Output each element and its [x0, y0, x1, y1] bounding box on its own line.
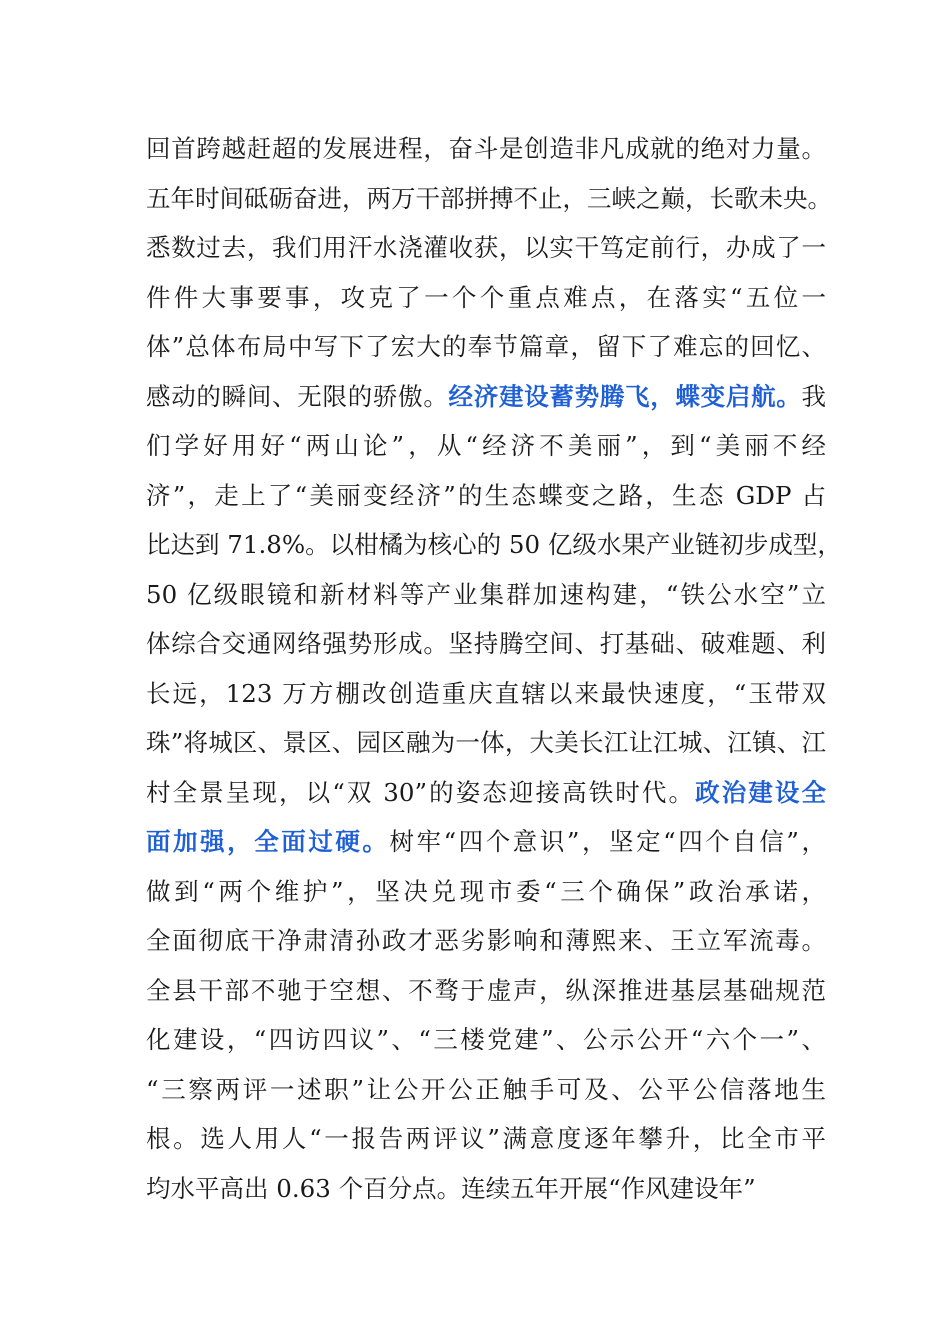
body-text: 村全景呈现，以“双 30”的姿态迎接高铁时代。: [146, 777, 696, 807]
text-line: [146, 223, 826, 273]
text-line: [146, 1164, 826, 1214]
text-line: [146, 966, 826, 1016]
body-text: 五年时间砥砺奋进，两万干部拼搏不止，三峡之巅，长歌未央。: [146, 183, 832, 213]
body-text: 化建设，“四访四议”、“三楼党建”、公示公开“六个一”、: [146, 1025, 826, 1054]
text-line: [146, 718, 826, 768]
text-line: [146, 1065, 826, 1115]
body-text: 们学好用好“两山论”，从“经济不美丽”，到“美丽不经: [146, 431, 826, 460]
text-line: [146, 768, 826, 818]
body-text: 珠”将城区、景区、园区融为一体，大美长江让江城、江镇、江: [146, 728, 826, 757]
body-text: 树牢“四个意识”，坚定“四个自信”，: [389, 827, 826, 856]
text-line: [146, 174, 832, 224]
body-text: 50 亿级眼镜和新材料等产业集群加速构建，“铁公水空”立: [146, 579, 826, 609]
text-line: [146, 916, 826, 966]
highlighted-heading-text: 经济建设蓄势腾飞，蝶变启航。: [448, 381, 802, 411]
body-text: 体”总体布局中写下了宏大的奉节篇章，留下了难忘的回忆、: [146, 332, 826, 361]
text-line: [146, 520, 842, 570]
highlighted-heading-text: 政治建设全: [695, 777, 827, 807]
text-line: [146, 619, 826, 669]
body-text: 比达到 71.8%。以柑橘为核心的 50 亿级水果产业链初步成型，: [146, 530, 842, 559]
text-line: [146, 867, 826, 917]
body-text: 体综合交通网络强势形成。坚持腾空间、打基础、破难题、利: [146, 629, 826, 658]
body-text: 全面彻底干净肃清孙政才恶劣影响和薄熙来、王立军流毒。: [146, 926, 826, 955]
text-line: [146, 1015, 826, 1065]
body-text: 做到“两个维护”，坚决兑现市委“三个确保”政治承诺，: [146, 876, 826, 906]
body-text: 根。选人用人“一报告两评议”满意度逐年攀升，比全市平: [146, 1124, 826, 1153]
body-text: 均水平高出 0.63 个百分点。连续五年开展“作风建设年”: [146, 1173, 756, 1203]
body-text: 件件大事要事，攻克了一个个重点难点，在落实“五位一: [146, 282, 826, 312]
text-line: [146, 124, 826, 174]
body-text: 长远，123 万方棚改创造重庆直辖以来最快速度，“玉带双: [146, 678, 826, 708]
body-text: 悉数过去，我们用汗水浇灌收获，以实干笃定前行，办成了一: [146, 233, 826, 262]
text-line: [146, 322, 826, 372]
text-line: [146, 817, 826, 867]
highlighted-heading-text: 面加强，全面过硬。: [146, 827, 390, 856]
body-text: “三察两评一述职”让公开公正触手可及、公平公信落地生: [146, 1074, 826, 1104]
body-paragraph: [146, 124, 842, 1213]
text-line: [146, 273, 826, 323]
text-line: [146, 669, 826, 719]
text-line: [146, 471, 826, 521]
text-line: [146, 372, 826, 422]
body-text: 全县干部不驰于空想、不骛于虚声，纵深推进基层基础规范: [146, 975, 826, 1005]
body-text: 回首跨越赶超的发展进程，奋斗是创造非凡成就的绝对力量。: [146, 134, 826, 163]
body-text: 感动的瞬间、无限的骄傲。: [146, 381, 449, 411]
body-text: 济”，走上了“美丽变经济”的生态蝶变之路，生态 GDP 占: [146, 480, 826, 510]
text-line: [146, 421, 826, 471]
body-text: 我: [801, 381, 827, 411]
text-line: [146, 570, 826, 620]
text-line: [146, 1114, 826, 1164]
